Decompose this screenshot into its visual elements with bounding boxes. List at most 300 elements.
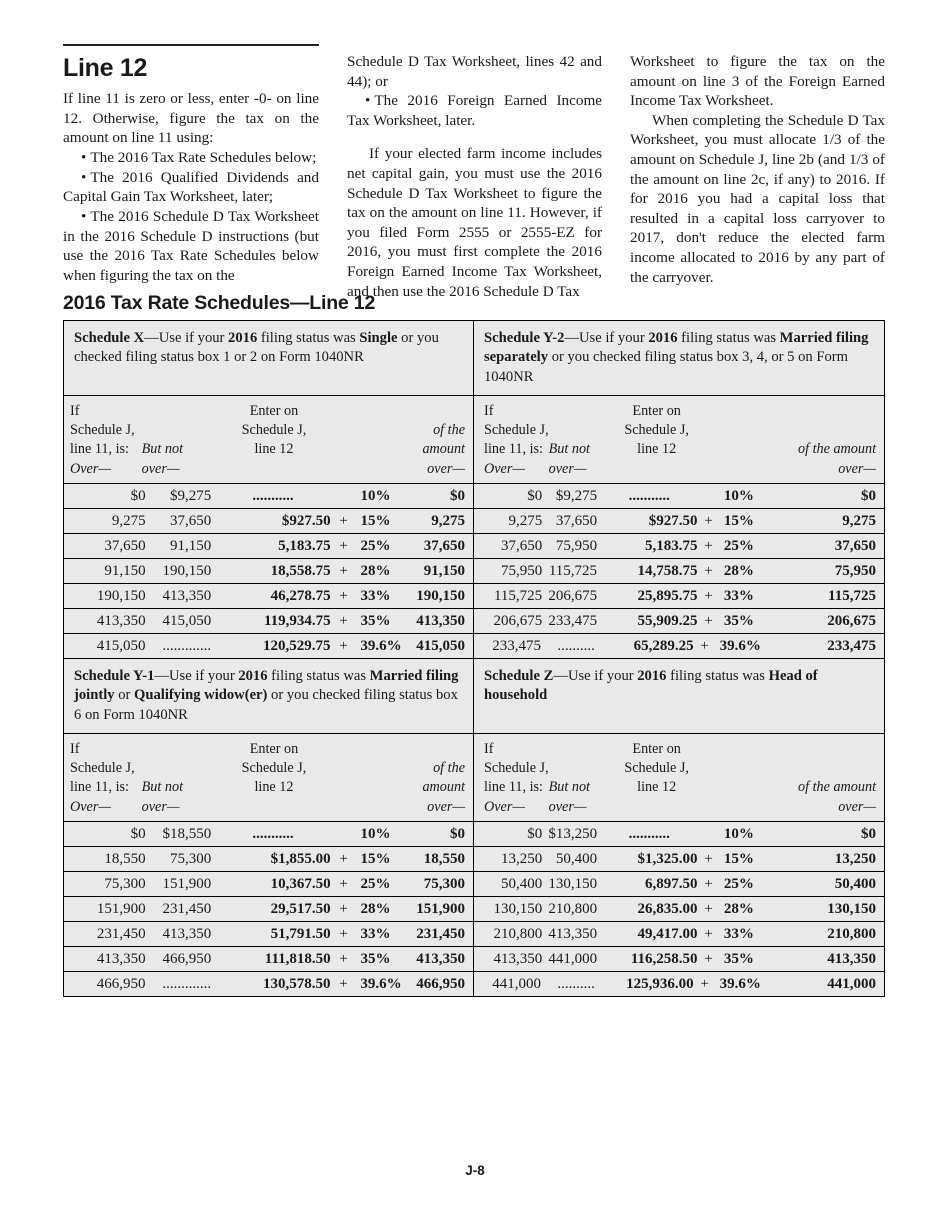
- cell-tax-rate: 25%: [723, 875, 754, 892]
- cell-of-amount-over: 50,400: [834, 875, 876, 892]
- cell-base-tax: 5,183.75: [645, 537, 698, 554]
- table-row: [64, 921, 473, 946]
- cell-plus-sign: +: [704, 900, 713, 917]
- cell-but-not-over: ..........: [557, 975, 595, 992]
- cell-of-amount-over: 9,275: [431, 512, 465, 529]
- schedule-y2-data-cell: [474, 483, 884, 658]
- header-amount: amount: [422, 441, 465, 458]
- cell-tax-rate: 15%: [360, 850, 391, 867]
- table-row: [64, 896, 473, 921]
- cell-base-tax: 25,895.75: [637, 587, 698, 604]
- cell-base-tax: $927.50: [648, 512, 698, 529]
- cell-base-tax: 55,909.25: [637, 612, 698, 629]
- header-if: If: [484, 402, 494, 419]
- cell-but-not-over: 206,675: [548, 587, 598, 604]
- header-enter-line-12: line 12: [254, 441, 294, 458]
- header-enter-group: [609, 740, 705, 817]
- header-enter-line-12: line 12: [254, 779, 294, 796]
- cell-of-amount-over: $0: [450, 825, 465, 842]
- cell-tax-rate: 28%: [360, 562, 391, 579]
- cell-tax-rate: 15%: [723, 850, 754, 867]
- cell-of-amount-over: 413,350: [416, 612, 465, 629]
- header-schedule-j: Schedule J,: [484, 760, 549, 777]
- cell-base-tax: $927.50: [281, 512, 331, 529]
- header-enter-schedule-j: Schedule J,: [624, 422, 689, 439]
- cell-base-tax: 49,417.00: [637, 925, 698, 942]
- cell-plus-sign: +: [339, 637, 348, 654]
- schedule-y2-header-cell: [474, 395, 884, 483]
- header-schedule-j: Schedule J,: [70, 760, 135, 777]
- cell-over: $0: [130, 825, 146, 842]
- cell-of-amount-over: 466,950: [416, 975, 465, 992]
- schedule-z-data-cell: [474, 821, 884, 996]
- header-enter-on: Enter on: [249, 402, 299, 419]
- cell-base-tax: ...........: [628, 825, 670, 842]
- cell-over: 75,950: [500, 562, 543, 579]
- schedule-y2-rows: [474, 483, 884, 658]
- cell-of-amount-over: 130,150: [827, 900, 876, 917]
- cell-tax-rate: 39.6%: [360, 975, 402, 992]
- cell-of-amount-over: 37,650: [423, 537, 465, 554]
- intro-continuation-1: Schedule D Tax Worksheet, lines 42 and 44); or: [347, 53, 602, 90]
- schedule-x-use-text: —Use if your: [144, 330, 229, 346]
- cell-but-not-over: 233,475: [548, 612, 598, 629]
- header-enter-group: [215, 740, 332, 817]
- cell-over: 130,150: [493, 900, 543, 917]
- header-amount-group: [398, 402, 473, 479]
- header-line-11-is: line 11, is:: [70, 441, 129, 458]
- cell-over: $0: [527, 825, 543, 842]
- header-if: If: [70, 740, 80, 757]
- cell-over: $0: [130, 487, 146, 504]
- table-row: [64, 533, 473, 558]
- cell-base-tax: 18,558.75: [270, 562, 331, 579]
- cell-but-not-over: $13,250: [548, 825, 598, 842]
- cell-but-not-over: $18,550: [162, 825, 212, 842]
- table-row: [474, 871, 884, 896]
- header-of-the-amount: of the amount: [797, 779, 877, 796]
- intro-continuation-2: Worksheet to figure the tax on the amount on line 3 of the Foreign Earned Income Tax Worksheet.: [630, 53, 885, 110]
- intro-bullet-3: [63, 207, 319, 285]
- cell-of-amount-over: 18,550: [423, 850, 465, 867]
- cell-but-not-over: 91,150: [169, 537, 212, 554]
- header-enter-line-12: line 12: [637, 779, 677, 796]
- cell-of-amount-over: 231,450: [416, 925, 465, 942]
- table-row: [64, 821, 473, 846]
- schedule-y2-mid-text: filing status was: [677, 330, 780, 346]
- table-row: [64, 608, 473, 633]
- heading-rule: [63, 44, 319, 46]
- table-row: [64, 846, 473, 871]
- cell-tax-rate: 35%: [360, 612, 391, 629]
- table-row: [474, 583, 884, 608]
- header-butnot-group: [549, 402, 609, 479]
- cell-of-amount-over: $0: [450, 487, 465, 504]
- cell-base-tax: 130,578.50: [263, 975, 331, 992]
- cell-over: 413,350: [96, 950, 146, 967]
- intro-column-3: [630, 44, 885, 301]
- cell-plus-sign: +: [339, 950, 348, 967]
- header-over-group: [64, 402, 142, 479]
- cell-of-amount-over: 413,350: [416, 950, 465, 967]
- header-over: Over—: [484, 798, 525, 815]
- header-enter-schedule-j: Schedule J,: [624, 760, 689, 777]
- column-header-row-bottom: [64, 733, 884, 821]
- cell-of-amount-over: 233,475: [827, 637, 876, 654]
- cell-of-amount-over: 91,150: [423, 562, 465, 579]
- header-but-not: But not: [548, 441, 591, 458]
- cell-base-tax: 10,367.50: [270, 875, 331, 892]
- cell-base-tax: 5,183.75: [278, 537, 331, 554]
- cell-over: 75,300: [104, 875, 146, 892]
- table-row: [474, 558, 884, 583]
- table-row: [474, 971, 884, 996]
- header-plus-spacer: [705, 740, 723, 817]
- cell-but-not-over: 413,350: [548, 925, 598, 942]
- cell-of-amount-over: 190,150: [416, 587, 465, 604]
- cell-base-tax: 120,529.75: [263, 637, 331, 654]
- table-row: [474, 633, 884, 658]
- cell-over: 37,650: [500, 537, 543, 554]
- table-row: [64, 483, 473, 508]
- cell-of-amount-over: 13,250: [834, 850, 876, 867]
- header-plus-spacer: [333, 740, 355, 817]
- cell-over: 9,275: [508, 512, 543, 529]
- cell-base-tax: ...........: [252, 825, 294, 842]
- cell-base-tax: 6,897.50: [645, 875, 698, 892]
- intro-bullet-1-label: The 2016 Tax Rate Schedules below;: [90, 149, 317, 167]
- table-row: [474, 483, 884, 508]
- cell-base-tax: 46,278.75: [270, 587, 331, 604]
- cell-plus-sign: +: [339, 925, 348, 942]
- table-row: [474, 508, 884, 533]
- schedule-caption-row-bottom: [64, 658, 884, 733]
- cell-but-not-over: 75,950: [555, 537, 598, 554]
- cell-tax-rate: 28%: [723, 900, 754, 917]
- header-over: Over—: [484, 460, 525, 477]
- schedule-y1-data-cell: [64, 821, 474, 996]
- header-amount-over: over—: [427, 798, 465, 815]
- intro-bullet-2-label: The 2016 Qualified Dividends and Capital Gain Tax Worksheet, later;: [63, 168, 319, 206]
- header-but-not: But not: [141, 779, 184, 796]
- schedule-y1-status: Married filing jointly: [74, 668, 459, 704]
- schedule-z-rows: [474, 821, 884, 996]
- schedule-x-mid-text: filing status was: [257, 330, 360, 346]
- cell-of-amount-over: 206,675: [827, 612, 876, 629]
- cell-but-not-over: 115,725: [548, 562, 598, 579]
- schedule-data-row-top: [64, 483, 884, 658]
- header-rate-spacer: [722, 740, 758, 817]
- schedule-z-caption: [474, 659, 884, 730]
- schedule-y2-tail-text: or you checked filing status box 3, 4, or 5 on Form 1040NR: [484, 349, 848, 385]
- cell-plus-sign: +: [704, 950, 713, 967]
- cell-but-not-over: $9,275: [169, 487, 212, 504]
- cell-tax-rate: 35%: [723, 950, 754, 967]
- cell-base-tax: 29,517.50: [270, 900, 331, 917]
- header-over: Over—: [70, 460, 111, 477]
- cell-base-tax: 26,835.00: [637, 900, 698, 917]
- schedule-x-status: Single: [359, 330, 398, 346]
- bullet-icon: •: [365, 92, 375, 110]
- table-row: [64, 633, 473, 658]
- table-row: [474, 896, 884, 921]
- cell-plus-sign: +: [704, 875, 713, 892]
- cell-but-not-over: 415,050: [162, 612, 212, 629]
- cell-base-tax: ...........: [628, 487, 670, 504]
- header-not-over: over—: [548, 798, 587, 815]
- header-amount-over: over—: [838, 798, 877, 815]
- schedule-z-column-headers: [474, 733, 884, 821]
- cell-but-not-over: 466,950: [162, 950, 212, 967]
- cell-tax-rate: 33%: [723, 925, 754, 942]
- schedule-y2-column-headers: [474, 395, 884, 483]
- header-amount-over: over—: [427, 460, 465, 477]
- header-over-group: [64, 740, 142, 817]
- header-if: If: [484, 740, 494, 757]
- header-butnot-group: [549, 740, 609, 817]
- schedule-y1-status-2: Qualifying widow(er): [134, 687, 268, 704]
- table-row: [474, 821, 884, 846]
- header-enter-on: Enter on: [249, 740, 299, 757]
- table-row: [64, 946, 473, 971]
- cell-plus-sign: +: [339, 875, 348, 892]
- cell-plus-sign: +: [704, 612, 713, 629]
- cell-but-not-over: 210,800: [548, 900, 598, 917]
- header-over-group: [474, 402, 549, 479]
- cell-over: $0: [527, 487, 543, 504]
- table-row: [474, 608, 884, 633]
- table-row: [474, 921, 884, 946]
- table-row: [474, 846, 884, 871]
- schedule-z-mid-text: filing status was: [666, 668, 769, 684]
- header-amount-over: over—: [838, 460, 877, 477]
- cell-of-amount-over: 413,350: [827, 950, 876, 967]
- cell-over: 466,950: [96, 975, 146, 992]
- cell-plus-sign: +: [704, 562, 713, 579]
- header-amount-group: [398, 740, 473, 817]
- intro-paragraph-2: If your elected farm income includes net capital gain, you must use the 2016 Schedule D Tax Worksheet to figure the tax on the amount on line 11. However, if you filed Form 2555 or 2555-EZ for 2016, you must first complete the 2016 Foreign Earned Income Tax Worksheet, and then use the 2016 Schedule D Tax: [347, 145, 602, 300]
- cell-over: 18,550: [104, 850, 146, 867]
- tax-rate-schedules-table: [63, 320, 885, 997]
- cell-plus-sign: +: [704, 537, 713, 554]
- cell-but-not-over: ..........: [557, 637, 595, 654]
- cell-base-tax: 111,818.50: [264, 950, 331, 967]
- header-rate-spacer: [722, 402, 758, 479]
- cell-tax-rate: 33%: [360, 587, 391, 604]
- schedule-y1-tail-text: or you checked filing status box 6 on Form 1040NR: [74, 687, 458, 723]
- cell-but-not-over: 75,300: [169, 850, 212, 867]
- cell-but-not-over: 37,650: [555, 512, 598, 529]
- cell-but-not-over: 130,150: [548, 875, 598, 892]
- cell-of-amount-over: 415,050: [416, 637, 465, 654]
- cell-base-tax: 116,258.50: [630, 950, 698, 967]
- header-schedule-j: Schedule J,: [484, 422, 549, 439]
- schedule-y1-cell: [64, 659, 474, 733]
- schedule-x-header-cell: [64, 395, 474, 483]
- cell-plus-sign: +: [704, 850, 713, 867]
- page-number: J-8: [465, 1163, 485, 1178]
- cell-but-not-over: 190,150: [162, 562, 212, 579]
- cell-base-tax: 119,934.75: [263, 612, 331, 629]
- header-over-group: [474, 740, 549, 817]
- schedule-z-status: Head of household: [484, 668, 818, 704]
- cell-but-not-over: 413,350: [162, 587, 212, 604]
- cell-over: 415,050: [96, 637, 146, 654]
- header-line-11-is: line 11, is:: [484, 441, 543, 458]
- intro-column-1: [63, 44, 319, 301]
- cell-plus-sign: +: [704, 587, 713, 604]
- table-row: [64, 508, 473, 533]
- cell-of-amount-over: 37,650: [834, 537, 876, 554]
- cell-but-not-over: 151,900: [162, 875, 212, 892]
- schedule-y2-name: Schedule Y-2: [484, 330, 565, 346]
- cell-but-not-over: 37,650: [169, 512, 212, 529]
- intro-paragraph-3: When completing the Schedule D Tax Worksheet, you must allocate 1/3 of the amount on Schedule J, line 2b (and 1/3 of the amount on line 2c, if any) to 2016. If for 2016 you had a capital loss that resulted in a capital loss carryover to 2017, don't reduce the elected farm income allocated to 2016 by any part of the carryover.: [630, 111, 885, 286]
- table-row: [64, 871, 473, 896]
- cell-tax-rate: 15%: [723, 512, 754, 529]
- cell-over: 441,000: [492, 975, 541, 992]
- cell-tax-rate: 35%: [360, 950, 391, 967]
- schedule-z-name: Schedule Z: [484, 668, 554, 684]
- cell-but-not-over: 231,450: [162, 900, 212, 917]
- cell-over: 9,275: [111, 512, 146, 529]
- cell-plus-sign: +: [339, 587, 348, 604]
- cell-base-tax: 51,791.50: [270, 925, 331, 942]
- intro-bullet-2: [63, 168, 319, 207]
- column-header-row-top: [64, 395, 884, 483]
- schedule-y1-mid-text: filing status was: [267, 668, 370, 684]
- header-enter-schedule-j: Schedule J,: [241, 422, 307, 439]
- section-title: 2016 Tax Rate Schedules—Line 12: [63, 292, 376, 314]
- header-enter-on: Enter on: [632, 740, 681, 757]
- header-over: Over—: [70, 798, 111, 815]
- schedule-x-data-cell: [64, 483, 474, 658]
- cell-over: 13,250: [500, 850, 543, 867]
- header-enter-group: [609, 402, 705, 479]
- table-row: [474, 533, 884, 558]
- header-plus-spacer: [705, 402, 723, 479]
- schedule-y1-year: 2016: [238, 668, 268, 684]
- bullet-icon: •: [81, 149, 91, 167]
- header-amount: amount: [422, 779, 465, 796]
- intro-bullet-4-label: The 2016 Foreign Earned Income Tax Worksheet, later.: [347, 92, 602, 129]
- cell-of-amount-over: 210,800: [827, 925, 876, 942]
- cell-plus-sign: +: [339, 562, 348, 579]
- table-row: [474, 946, 884, 971]
- schedule-y1-caption: [64, 659, 473, 733]
- cell-plus-sign: +: [700, 637, 709, 654]
- schedule-y1-column-headers: [64, 733, 473, 821]
- cell-tax-rate: 15%: [360, 512, 391, 529]
- header-line-11-is: line 11, is:: [484, 779, 543, 796]
- cell-over: 91,150: [104, 562, 146, 579]
- table-row: [64, 583, 473, 608]
- header-but-not: But not: [141, 441, 184, 458]
- cell-plus-sign: +: [339, 612, 348, 629]
- header-butnot-group: [142, 402, 216, 479]
- cell-over: 413,350: [96, 612, 146, 629]
- cell-of-amount-over: 441,000: [827, 975, 876, 992]
- cell-of-amount-over: $0: [860, 487, 876, 504]
- schedule-z-use-text: —Use if your: [553, 668, 638, 684]
- intro-bullet-3-label: The 2016 Schedule D Tax Worksheet in the 2016 Schedule D instructions (but use the 2016 Tax Rate Schedules below when figuring the tax on the: [63, 207, 319, 284]
- header-enter-group: [215, 402, 332, 479]
- cell-tax-rate: 25%: [360, 537, 391, 554]
- schedule-z-year: 2016: [637, 668, 667, 684]
- intro-column-2: [347, 44, 602, 301]
- cell-tax-rate: 33%: [360, 925, 391, 942]
- cell-over: 151,900: [96, 900, 146, 917]
- cell-tax-rate: 39.6%: [360, 637, 402, 654]
- header-of-the: of the: [433, 422, 465, 439]
- schedule-x-name: Schedule X: [74, 330, 145, 346]
- cell-base-tax: $1,325.00: [637, 850, 698, 867]
- cell-but-not-over: .............: [162, 975, 212, 992]
- schedule-y1-use-text: —Use if your: [154, 668, 239, 684]
- header-amount-group: [758, 402, 884, 479]
- header-but-not: But not: [548, 779, 591, 796]
- cell-over: 115,725: [493, 587, 543, 604]
- cell-tax-rate: 39.6%: [719, 975, 761, 992]
- cell-but-not-over: .............: [162, 637, 212, 654]
- schedule-y2-use-text: —Use if your: [564, 330, 649, 346]
- cell-over: 210,800: [493, 925, 543, 942]
- table-row: [64, 971, 473, 996]
- cell-over: 206,675: [493, 612, 543, 629]
- schedule-z-header-cell: [474, 733, 884, 821]
- header-not-over: over—: [548, 460, 587, 477]
- schedule-x-rows: [64, 483, 473, 658]
- table-row: [64, 558, 473, 583]
- page-title: Line 12: [63, 54, 148, 82]
- cell-of-amount-over: 75,950: [834, 562, 876, 579]
- cell-tax-rate: 10%: [723, 487, 754, 504]
- cell-over: 190,150: [96, 587, 146, 604]
- cell-tax-rate: 28%: [360, 900, 391, 917]
- header-enter-on: Enter on: [632, 402, 681, 419]
- schedule-x-tail-text: or you checked filing status box 1 or 2 on Form 1040NR: [74, 330, 439, 366]
- cell-plus-sign: +: [339, 537, 348, 554]
- schedule-caption-row-top: [64, 321, 884, 395]
- cell-tax-rate: 39.6%: [719, 637, 761, 654]
- bullet-icon: •: [81, 207, 91, 225]
- header-if: If: [70, 402, 80, 419]
- header-line-11-is: line 11, is:: [70, 779, 129, 796]
- schedule-y2-status: Married filing separately: [484, 330, 869, 366]
- header-amount-group: [758, 740, 884, 817]
- header-of-the-amount: of the amount: [797, 441, 877, 458]
- schedule-data-row-bottom: [64, 821, 884, 996]
- header-not-over: over—: [141, 460, 180, 477]
- header-schedule-j: Schedule J,: [70, 422, 135, 439]
- cell-tax-rate: 10%: [360, 487, 391, 504]
- cell-but-not-over: 441,000: [548, 950, 598, 967]
- cell-plus-sign: +: [704, 512, 713, 529]
- cell-over: 233,475: [492, 637, 541, 654]
- cell-tax-rate: 10%: [360, 825, 391, 842]
- schedule-z-cell: [474, 659, 884, 733]
- cell-tax-rate: 10%: [723, 825, 754, 842]
- cell-tax-rate: 33%: [723, 587, 754, 604]
- header-butnot-group: [142, 740, 216, 817]
- cell-plus-sign: +: [339, 850, 348, 867]
- cell-of-amount-over: 9,275: [842, 512, 876, 529]
- header-enter-line-12: line 12: [637, 441, 677, 458]
- cell-plus-sign: +: [339, 975, 348, 992]
- cell-plus-sign: +: [700, 975, 709, 992]
- schedule-x-column-headers: [64, 395, 473, 483]
- schedule-y2-caption: [474, 321, 884, 395]
